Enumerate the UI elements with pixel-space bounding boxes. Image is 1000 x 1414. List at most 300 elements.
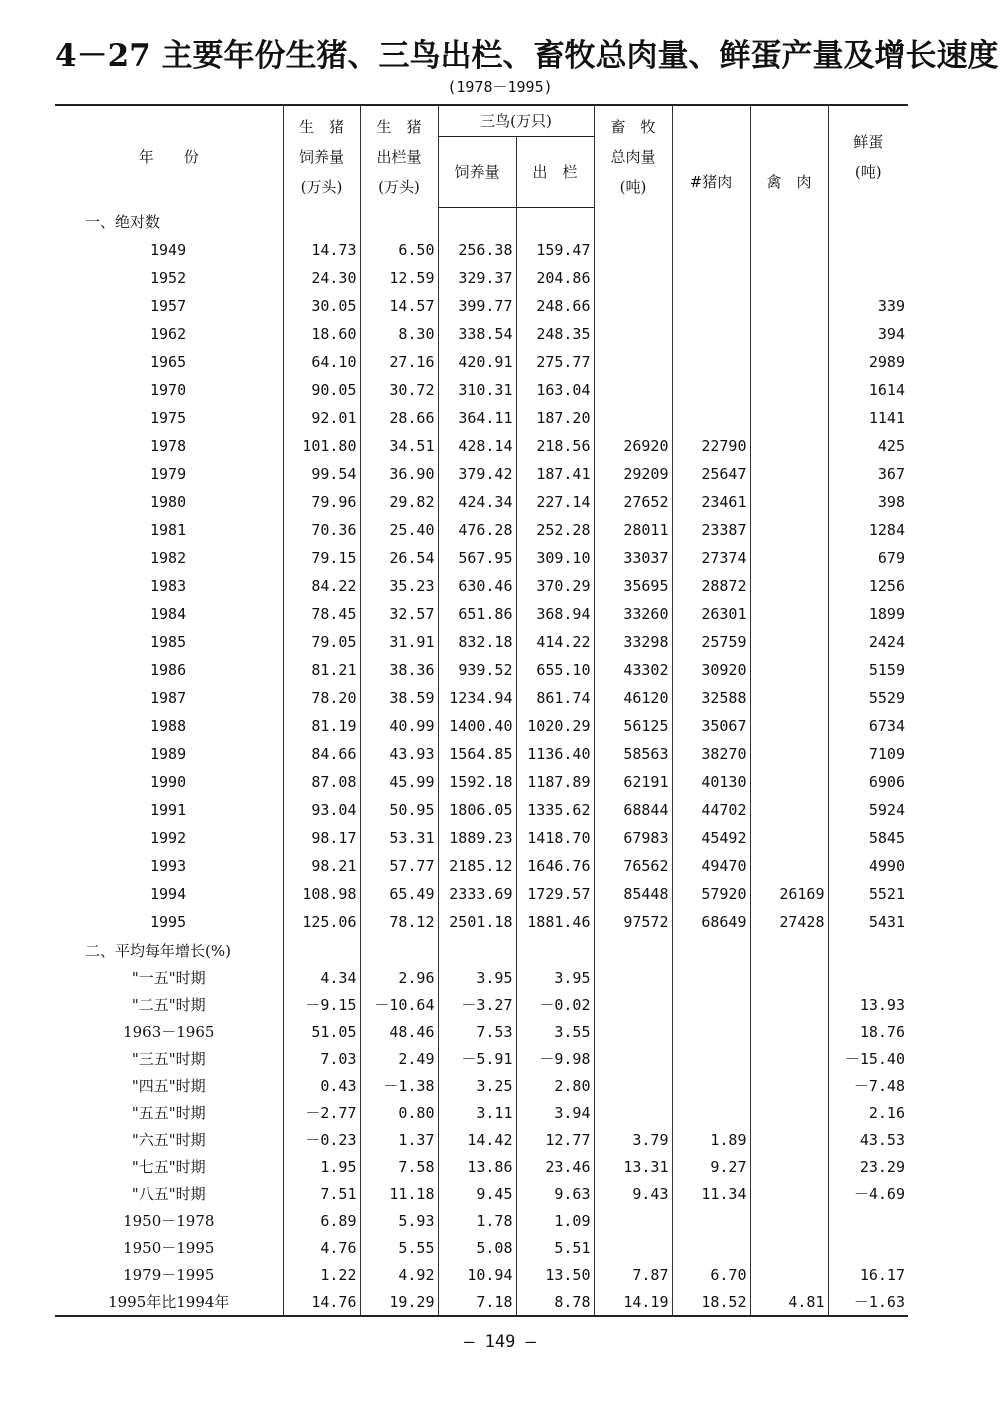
table-cell: 12.77 <box>516 1126 594 1153</box>
table-cell: 3.95 <box>438 964 516 991</box>
table-cell: 26920 <box>594 432 672 460</box>
table-cell: 1418.70 <box>516 824 594 852</box>
table-cell: 62191 <box>594 768 672 796</box>
table-cell: 13.50 <box>516 1261 594 1288</box>
table-cell: 6.89 <box>283 1207 360 1234</box>
table-row <box>55 572 908 600</box>
table-row <box>55 1018 908 1045</box>
row-label: 1950－1995 <box>123 1239 215 1257</box>
table-cell: 76562 <box>594 852 672 880</box>
table-row <box>55 1180 908 1207</box>
table-row <box>55 908 908 936</box>
table-cell: 367 <box>828 460 908 488</box>
table-cell: 9.27 <box>672 1153 750 1180</box>
table-cell: 28872 <box>672 572 750 600</box>
table-cell: 27.16 <box>360 348 438 376</box>
table-cell: 93.04 <box>283 796 360 824</box>
table-cell: 32588 <box>672 684 750 712</box>
table-cell: 1.78 <box>438 1207 516 1234</box>
table-row <box>55 432 908 460</box>
table-cell: 45.99 <box>360 768 438 796</box>
row-label: 1981 <box>150 521 187 539</box>
table-row <box>55 1099 908 1126</box>
table-cell: 368.94 <box>516 600 594 628</box>
row-label: "八五"时期 <box>131 1185 206 1203</box>
table-cell: 7109 <box>828 740 908 768</box>
table-cell: 5924 <box>828 796 908 824</box>
table-cell: 9.45 <box>438 1180 516 1207</box>
table-cell: 832.18 <box>438 628 516 656</box>
header-poultry-meat: 禽 肉 <box>750 105 828 208</box>
table-cell: 8.30 <box>360 320 438 348</box>
table-row <box>55 656 908 684</box>
table-cell: －15.40 <box>828 1045 908 1072</box>
table-cell: 78.20 <box>283 684 360 712</box>
table-cell: 3.11 <box>438 1099 516 1126</box>
table-cell <box>750 236 828 264</box>
table-cell: 11.18 <box>360 1180 438 1207</box>
table-cell: 84.22 <box>283 572 360 600</box>
table-cell: 252.28 <box>516 516 594 544</box>
table-cell <box>672 964 750 991</box>
table-cell: 163.04 <box>516 376 594 404</box>
table-cell: －3.27 <box>438 991 516 1018</box>
table-cell: 99.54 <box>283 460 360 488</box>
table-row <box>55 236 908 264</box>
table-cell: 18.76 <box>828 1018 908 1045</box>
table-cell: 51.05 <box>283 1018 360 1045</box>
table-row <box>55 488 908 516</box>
row-label: 1989 <box>150 745 187 763</box>
table-row <box>55 348 908 376</box>
table-cell: 5.08 <box>438 1234 516 1261</box>
table-cell: －1.38 <box>360 1072 438 1099</box>
table-cell: 13.86 <box>438 1153 516 1180</box>
table-cell: 6.70 <box>672 1261 750 1288</box>
table-cell <box>750 740 828 768</box>
table-cell <box>594 1099 672 1126</box>
table-cell <box>750 600 828 628</box>
table-cell: 33298 <box>594 628 672 656</box>
table-row <box>55 376 908 404</box>
table-cell: －2.77 <box>283 1099 360 1126</box>
table-cell: 4.76 <box>283 1234 360 1261</box>
table-cell: 4990 <box>828 852 908 880</box>
table-cell: 38270 <box>672 740 750 768</box>
table-cell: 567.95 <box>438 544 516 572</box>
table-cell: 1.09 <box>516 1207 594 1234</box>
table-cell <box>750 852 828 880</box>
table-cell: 14.57 <box>360 292 438 320</box>
table-row <box>55 852 908 880</box>
table-cell: 2333.69 <box>438 880 516 908</box>
table-cell: 33260 <box>594 600 672 628</box>
table-cell: 651.86 <box>438 600 516 628</box>
table-cell: 125.06 <box>283 908 360 936</box>
statistics-table <box>55 104 908 1317</box>
table-cell <box>594 1045 672 1072</box>
table-cell <box>750 488 828 516</box>
table-cell: 1400.40 <box>438 712 516 740</box>
table-row <box>55 292 908 320</box>
table-cell: 46120 <box>594 684 672 712</box>
table-cell: 53.31 <box>360 824 438 852</box>
row-label: 1995年比1994年 <box>55 1288 283 1316</box>
table-subtitle: (1978－1995) <box>447 78 553 96</box>
table-cell: 78.45 <box>283 600 360 628</box>
table-cell: 2.49 <box>360 1045 438 1072</box>
table-cell: 2.16 <box>828 1099 908 1126</box>
table-cell: －7.48 <box>828 1072 908 1099</box>
table-cell: 30920 <box>672 656 750 684</box>
table-cell: 50.95 <box>360 796 438 824</box>
table-row <box>55 460 908 488</box>
table-cell <box>750 712 828 740</box>
row-label: 1986 <box>150 661 187 679</box>
table-cell: 1335.62 <box>516 796 594 824</box>
table-cell <box>750 1018 828 1045</box>
table-cell: 5.51 <box>516 1234 594 1261</box>
table-cell <box>750 768 828 796</box>
table-cell: 84.66 <box>283 740 360 768</box>
table-cell: 2501.18 <box>438 908 516 936</box>
table-cell <box>750 628 828 656</box>
table-cell: 6.50 <box>360 236 438 264</box>
table-cell: 5.55 <box>360 1234 438 1261</box>
table-cell: 1187.89 <box>516 768 594 796</box>
table-cell: 79.05 <box>283 628 360 656</box>
table-cell: 5431 <box>828 908 908 936</box>
table-cell: 1899 <box>828 600 908 628</box>
row-label: 1992 <box>150 829 187 847</box>
table-cell: 98.17 <box>283 824 360 852</box>
table-cell: 43.53 <box>828 1126 908 1153</box>
table-cell: 57920 <box>672 880 750 908</box>
table-row <box>55 1072 908 1099</box>
header-poultry-stock: 饲养量 <box>438 137 516 208</box>
table-row <box>55 824 908 852</box>
table-cell: 7.18 <box>438 1288 516 1316</box>
table-cell <box>594 236 672 264</box>
table-cell: 43302 <box>594 656 672 684</box>
table-cell <box>594 376 672 404</box>
table-cell: 187.20 <box>516 404 594 432</box>
table-cell: 38.36 <box>360 656 438 684</box>
table-cell: 248.35 <box>516 320 594 348</box>
table-cell <box>750 432 828 460</box>
table-row <box>55 796 908 824</box>
table-cell: 67983 <box>594 824 672 852</box>
table-cell <box>672 1018 750 1045</box>
table-cell: 19.29 <box>360 1288 438 1316</box>
table-cell: 8.78 <box>516 1288 594 1316</box>
header-pig-stock: 生 猪 饲养量 (万头) <box>283 105 360 208</box>
table-cell: 58563 <box>594 740 672 768</box>
table-cell: 33037 <box>594 544 672 572</box>
header-pig-out: 生 猪 出栏量 (万头) <box>360 105 438 208</box>
table-cell: 338.54 <box>438 320 516 348</box>
table-cell: 22790 <box>672 432 750 460</box>
table-cell: 5.93 <box>360 1207 438 1234</box>
table-cell <box>828 264 908 292</box>
table-row <box>55 1126 908 1153</box>
table-row <box>55 684 908 712</box>
table-cell: 1729.57 <box>516 880 594 908</box>
section-row <box>55 936 908 964</box>
row-label: 1965 <box>150 353 187 371</box>
row-label: 1993 <box>150 857 187 875</box>
table-cell <box>750 684 828 712</box>
table-cell <box>750 1261 828 1288</box>
table-cell: 27374 <box>672 544 750 572</box>
table-cell: 13.31 <box>594 1153 672 1180</box>
table-cell <box>750 320 828 348</box>
table-cell: －1.63 <box>828 1288 908 1316</box>
table-cell: －5.91 <box>438 1045 516 1072</box>
table-cell: 1564.85 <box>438 740 516 768</box>
table-cell: 655.10 <box>516 656 594 684</box>
row-label: 1975 <box>150 409 187 427</box>
table-cell: 98.21 <box>283 852 360 880</box>
row-label: 1963－1965 <box>123 1023 215 1041</box>
table-cell <box>672 991 750 1018</box>
table-cell: 310.31 <box>438 376 516 404</box>
row-label: 1950－1978 <box>123 1212 215 1230</box>
page-number: — 149 — <box>464 1332 536 1352</box>
table-cell: 25647 <box>672 460 750 488</box>
table-cell: 3.79 <box>594 1126 672 1153</box>
table-cell: 2185.12 <box>438 852 516 880</box>
table-cell: 14.73 <box>283 236 360 264</box>
table-row <box>55 740 908 768</box>
table-cell: 1.89 <box>672 1126 750 1153</box>
table-cell: 425 <box>828 432 908 460</box>
table-cell: 339 <box>828 292 908 320</box>
table-cell <box>750 991 828 1018</box>
table-cell: 5845 <box>828 824 908 852</box>
table-cell: 227.14 <box>516 488 594 516</box>
table-cell: 48.46 <box>360 1018 438 1045</box>
table-cell: 35695 <box>594 572 672 600</box>
section-absolute: 一、绝对数 <box>85 213 161 232</box>
table-row <box>55 712 908 740</box>
row-label: 1991 <box>150 801 187 819</box>
table-row <box>55 404 908 432</box>
table-cell: 29.82 <box>360 488 438 516</box>
table-cell: 14.42 <box>438 1126 516 1153</box>
table-cell: 1.37 <box>360 1126 438 1153</box>
table-cell <box>672 404 750 432</box>
table-cell: 34.51 <box>360 432 438 460</box>
table-cell: 2.80 <box>516 1072 594 1099</box>
table-cell: 32.57 <box>360 600 438 628</box>
table-cell: 85448 <box>594 880 672 908</box>
table-title: 4－27 主要年份生猪、三鸟出栏、畜牧总肉量、鲜蛋产量及增长速度 <box>55 38 999 74</box>
table-cell: 97572 <box>594 908 672 936</box>
table-cell: 275.77 <box>516 348 594 376</box>
table-cell: 26169 <box>750 880 828 908</box>
table-cell: 420.91 <box>438 348 516 376</box>
table-cell: 679 <box>828 544 908 572</box>
table-cell <box>594 1018 672 1045</box>
table-cell: 3.25 <box>438 1072 516 1099</box>
table-cell: 57.77 <box>360 852 438 880</box>
row-label: 1962 <box>150 325 187 343</box>
table-cell: 414.22 <box>516 628 594 656</box>
row-label: 1994 <box>150 885 187 903</box>
table-cell: 10.94 <box>438 1261 516 1288</box>
table-cell: 44702 <box>672 796 750 824</box>
table-cell: 630.46 <box>438 572 516 600</box>
table-cell: 23.29 <box>828 1153 908 1180</box>
table-cell: 40.99 <box>360 712 438 740</box>
table-cell: 4.92 <box>360 1261 438 1288</box>
row-label: 1957 <box>150 297 187 315</box>
table-cell <box>750 348 828 376</box>
row-label: 1978 <box>150 437 187 455</box>
table-cell <box>750 460 828 488</box>
row-label: 1970 <box>150 381 187 399</box>
table-cell <box>750 544 828 572</box>
table-cell <box>750 1153 828 1180</box>
table-cell <box>594 292 672 320</box>
table-cell: 476.28 <box>438 516 516 544</box>
table-cell: 68649 <box>672 908 750 936</box>
table-cell: 70.36 <box>283 516 360 544</box>
table-cell: 4.81 <box>750 1288 828 1316</box>
row-label: "七五"时期 <box>131 1158 206 1176</box>
table-row <box>55 1234 908 1261</box>
table-cell: 0.80 <box>360 1099 438 1126</box>
row-label: 1949 <box>150 241 187 259</box>
table-cell <box>594 264 672 292</box>
table-cell: 5521 <box>828 880 908 908</box>
row-label: 1982 <box>150 549 187 567</box>
table-cell <box>594 1072 672 1099</box>
table-cell: 81.19 <box>283 712 360 740</box>
table-cell: 7.58 <box>360 1153 438 1180</box>
table-cell <box>672 1234 750 1261</box>
table-cell: 25759 <box>672 628 750 656</box>
table-cell <box>594 404 672 432</box>
row-label: 1990 <box>150 773 187 791</box>
table-cell: 108.98 <box>283 880 360 908</box>
header-year: 年 份 <box>55 105 283 208</box>
table-cell: 27652 <box>594 488 672 516</box>
table-cell: 92.01 <box>283 404 360 432</box>
table-cell <box>750 656 828 684</box>
table-cell: 14.19 <box>594 1288 672 1316</box>
table-cell: 1592.18 <box>438 768 516 796</box>
table-row <box>55 516 908 544</box>
table-cell: 1136.40 <box>516 740 594 768</box>
table-cell <box>750 796 828 824</box>
table-cell: 7.53 <box>438 1018 516 1045</box>
table-cell <box>594 1207 672 1234</box>
table-cell: 14.76 <box>283 1288 360 1316</box>
table-cell: 370.29 <box>516 572 594 600</box>
table-cell: 364.11 <box>438 404 516 432</box>
table-cell: 398 <box>828 488 908 516</box>
table-cell: 7.87 <box>594 1261 672 1288</box>
table-cell: 26301 <box>672 600 750 628</box>
row-label: "六五"时期 <box>131 1131 206 1149</box>
table-cell: 218.56 <box>516 432 594 460</box>
row-label: 1980 <box>150 493 187 511</box>
table-cell <box>750 1234 828 1261</box>
table-row <box>55 1288 908 1316</box>
row-label: "五五"时期 <box>131 1104 206 1122</box>
table-cell: 29209 <box>594 460 672 488</box>
table-cell <box>672 1072 750 1099</box>
header-pork: #猪肉 <box>672 105 750 208</box>
table-row <box>55 544 908 572</box>
table-cell: 23387 <box>672 516 750 544</box>
table-cell: 399.77 <box>438 292 516 320</box>
header-eggs: 鲜蛋 (吨) <box>828 105 908 208</box>
table-cell: 38.59 <box>360 684 438 712</box>
table-cell: 1806.05 <box>438 796 516 824</box>
table-cell: 65.49 <box>360 880 438 908</box>
table-row <box>55 1261 908 1288</box>
table-cell: 9.63 <box>516 1180 594 1207</box>
header-poultry-out: 出 栏 <box>516 137 594 208</box>
table-cell: 87.08 <box>283 768 360 796</box>
row-label: 1987 <box>150 689 187 707</box>
table-cell: 2.96 <box>360 964 438 991</box>
table-cell: 28.66 <box>360 404 438 432</box>
table-cell: －10.64 <box>360 991 438 1018</box>
table-cell: 1284 <box>828 516 908 544</box>
table-cell <box>672 264 750 292</box>
table-cell <box>594 964 672 991</box>
table-cell: 1256 <box>828 572 908 600</box>
table-cell <box>594 320 672 348</box>
table-cell: 36.90 <box>360 460 438 488</box>
table-cell <box>672 1207 750 1234</box>
table-cell: 12.59 <box>360 264 438 292</box>
table-row <box>55 880 908 908</box>
table-cell: 4.34 <box>283 964 360 991</box>
table-cell: 2424 <box>828 628 908 656</box>
table-cell: 43.93 <box>360 740 438 768</box>
table-cell: 18.52 <box>672 1288 750 1316</box>
table-cell: －0.02 <box>516 991 594 1018</box>
table-cell: 68844 <box>594 796 672 824</box>
table-cell: 1.95 <box>283 1153 360 1180</box>
table-cell: 30.05 <box>283 292 360 320</box>
table-cell <box>828 964 908 991</box>
table-cell <box>750 824 828 852</box>
table-cell: 81.21 <box>283 656 360 684</box>
table-cell <box>750 292 828 320</box>
table-cell <box>828 1234 908 1261</box>
table-cell: 64.10 <box>283 348 360 376</box>
table-cell <box>750 1126 828 1153</box>
table-cell: 394 <box>828 320 908 348</box>
row-label: 1988 <box>150 717 187 735</box>
table-cell: 248.66 <box>516 292 594 320</box>
section-growth: 二、平均每年增长(%) <box>85 941 231 960</box>
table-cell <box>750 1180 828 1207</box>
row-label: 1984 <box>150 605 187 623</box>
table-cell <box>672 1099 750 1126</box>
table-cell: 26.54 <box>360 544 438 572</box>
table-cell: 7.51 <box>283 1180 360 1207</box>
table-cell: 9.43 <box>594 1180 672 1207</box>
row-label: 1983 <box>150 577 187 595</box>
table-cell: 31.91 <box>360 628 438 656</box>
